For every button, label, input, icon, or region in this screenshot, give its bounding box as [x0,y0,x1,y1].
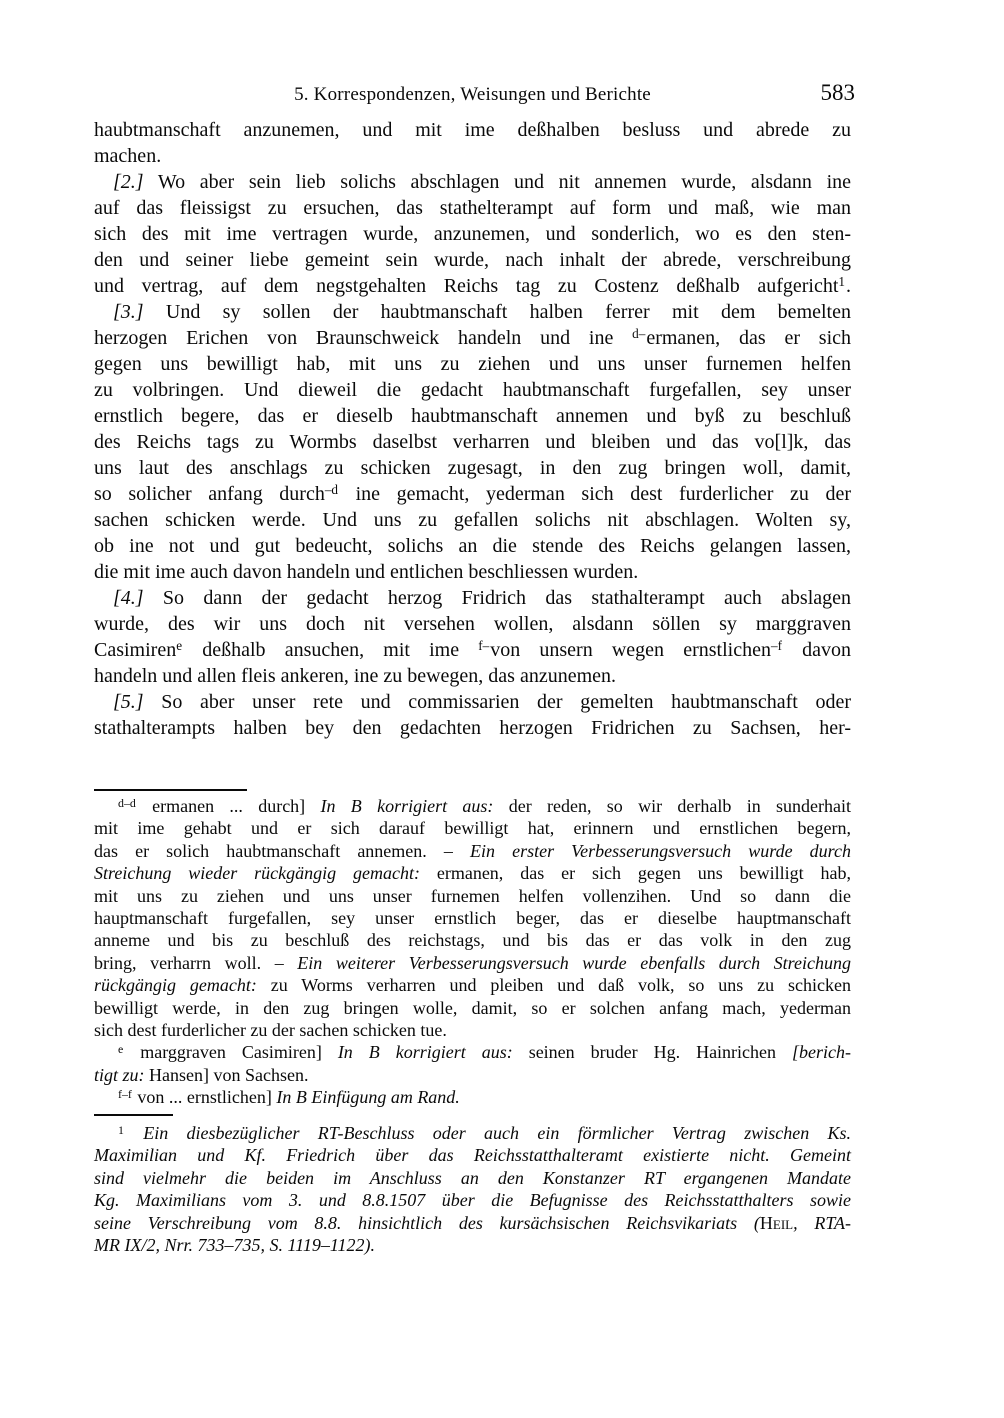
text-run: haubtmanschaft anzunemen, und mit ime deßhalben besluss und abrede zu [94,119,851,141]
text-run: von ... ernstlichen] [132,1087,277,1108]
text-line [94,795,851,817]
text-line [94,533,851,559]
text-run: , RTA- [793,1212,851,1233]
text-run: Heil [759,1212,794,1233]
text-run: Und sy sollen der haubtmanschaft halben ferrer mit dem bemelten [143,301,851,323]
text-line [94,351,851,377]
text-line [94,273,851,299]
text-run: [5.] [113,691,144,713]
paragraph [94,1086,851,1108]
text-line [94,885,851,907]
text-run: ermanen, das er sich gegen uns bewilligt hab, [419,863,852,884]
text-line [94,840,851,862]
text-run: ermanen, das er sich [646,327,851,349]
text-line [94,221,851,247]
text-run: Ein diesbezüglicher RT-Beschluss oder auch ein förmlicher Vertrag zwischen Ks. [143,1123,851,1143]
paragraph [94,299,851,585]
text-run: des Reichs tags zu Wormbs daselbst verharren und bleiben und das vo[l]k, das [94,431,851,453]
text-run: [4.] [113,587,144,609]
text-line [94,1144,851,1166]
text-run: bewilligt werde, in den zug bringen wolle, damit, so er solchen anfang mach, yederman [94,997,851,1018]
note-reference: e [176,638,183,654]
text-line [94,637,851,663]
text-run: sind vielmehr die beiden im Anschluss an den Konstanzer RT ergangenen Mandate [94,1167,851,1188]
text-line [94,585,851,611]
text-line [94,377,851,403]
text-run: gegen uns bewilligt hab, mit uns zu ziehen und uns unser furnemen helfen [94,353,851,375]
body-text [94,117,851,741]
paragraph [94,1041,851,1086]
text-run: MR IX/2, Nrr. 733–735, S. 1119–1122). [94,1235,375,1256]
text-run: ermanen ... durch] [136,796,321,816]
text-line [94,907,851,929]
note-reference: d–d [118,795,136,810]
critical-apparatus [94,795,851,1109]
text-run: rückgängig gemacht: [94,975,257,996]
text-run: seinen bruder Hg. Hainrichen [512,1042,793,1063]
footnote-separator-rule [94,1114,173,1116]
note-reference: –f [770,638,782,654]
text-run: herzogen Erichen von Braunschweick handeln und ine [94,327,633,349]
text-run: Maximilian und Kf. Friedrich über das Reichsstatthalteramt existierte nicht. Gemeint [94,1145,851,1166]
text-run: deßhalb ansuchen, mit ime [183,639,479,661]
text-run: die mit ime auch davon handeln und entlichen beschliessen wurden. [94,561,639,583]
text-run: zu Worms verharren und pleiben und daß volk, so uns zu schicken [256,975,851,996]
text-run: ernstlich begere, das er dieselb haubtmanschaft annemen und byß zu beschluß [94,405,851,427]
text-line [94,325,851,351]
text-run: davon [782,639,851,661]
text-run: mit ime gehabt und er sich darauf bewilligt hat, erinnern und ernstlichen begern, [94,818,851,839]
text-run: marggraven Casimiren] [124,1042,338,1063]
note-reference: –d [324,482,339,498]
text-line [94,929,851,951]
text-run: wurde, des wir uns doch nit versehen wollen, alsdann söllen sy marggraven [94,613,851,635]
text-run: seine Verschreibung vom 8.8. hinsichtlich des kursächsischen Reichsvikariats ( [94,1212,760,1233]
text-line [94,117,851,143]
text-run: den und seiner liebe gemeint sein wurde, nach inhalt der abrede, verschreibung [94,249,851,271]
text-run: [berich- [792,1042,851,1063]
text-run: sachen schicken werde. Und uns zu gefallen solichs nit abschlagen. Wolten sy, [94,509,851,531]
text-line [94,455,851,481]
note-reference: e [118,1042,124,1057]
text-run: So dann der gedacht herzog Fridrich das stathalterampt auch abslagen [143,587,851,609]
page-number: 583 [820,80,855,105]
text-line [94,507,851,533]
note-reference: f– [478,638,490,654]
text-run: auf das fleissigst zu ersuchen, das stathelterampt auf form und maß, wie man [94,197,851,219]
text-run: und vertrag, auf dem negstgehalten Reichs tag zu Costenz deßhalb aufgericht [94,275,839,297]
text-line [94,195,851,221]
text-run: anneme und bis zu beschluß des reichstags, und bis das er das volk in den zug [94,930,851,951]
text-run: [2.] [113,171,144,193]
text-run: hauptmanschaft furgefallen, sey unser ernstlich beger, das er dieselbe hauptmanschaft [94,908,851,929]
page-header [94,80,855,110]
text-run: In B korrigiert aus: [320,796,494,816]
text-line [94,1167,851,1189]
text-run: das er solich haubtmanschaft annemen. – [94,840,470,861]
text-line [94,1041,851,1063]
text-line [94,1234,851,1256]
apparatus-separator-rule [94,789,247,791]
note-reference: d– [632,326,646,342]
paragraph [94,795,851,1041]
paragraph [94,585,851,689]
paragraph [94,689,851,741]
paragraph [94,117,851,169]
text-line [94,1212,851,1234]
text-line [94,429,851,455]
text-line [94,403,851,429]
text-run: sich dest furderlicher zu der sachen schicken tue. [94,1020,447,1041]
note-reference: f–f [118,1087,132,1102]
text-run: handeln und allen fleis ankeren, ine zu bewegen, das anzunemen. [94,665,617,687]
text-line [94,1086,851,1108]
text-run: von unsern wegen ernstlichen [490,639,771,661]
paragraph [94,1122,851,1256]
text-line [94,689,851,715]
text-run: stathalterampts halben bey den gedachten herzogen Fridrichen zu Sachsen, her- [94,717,851,739]
text-line [94,1122,851,1144]
text-line [94,817,851,839]
text-run: mit uns zu ziehen und uns unser furnemen helfen vollenzihen. Und so dann die [94,885,851,906]
paragraph [94,169,851,299]
text-run: [3.] [113,301,144,323]
note-reference: 1 [118,1122,124,1137]
text-line [94,974,851,996]
text-line [94,247,851,273]
text-line [94,481,851,507]
text-run: ob ine not und gut bedeucht, solichs an die stende des Reichs gelangen lassen, [94,535,851,557]
text-run: ine gemacht, yederman sich dest furderlicher zu der [339,483,852,505]
text-run: In B Einfügung am Rand. [276,1087,460,1108]
text-line [94,559,851,585]
text-run: Hansen] von Sachsen. [144,1064,309,1085]
text-line [94,663,851,689]
text-run: Casimiren [94,639,177,661]
text-run: der reden, so wir derhalb in sunderhait [493,796,851,816]
text-run: Wo aber sein lieb solichs abschlagen und nit annemen wurde, alsdann ine [143,171,851,193]
text-run: Ein erster Verbesserungsversuch wurde durch [469,840,851,861]
text-run: sich des mit ime vertragen wurde, anzunemen, und sonderlich, wo es den sten- [94,223,851,245]
text-line [94,997,851,1019]
text-run: uns laut des anschlags zu schicken zugesagt, in den zug bringen woll, damit, [94,457,851,479]
text-line [94,143,851,169]
text-line [94,862,851,884]
text-line [94,1064,851,1086]
text-run: tigt zu: [94,1064,145,1085]
text-run: . [846,275,851,297]
note-reference: 1 [838,274,845,290]
text-run: Ein weiterer Verbesserungsversuch wurde ebenfalls durch Streichung [297,952,851,973]
text-run: bring, verharrn woll. – [94,952,298,973]
running-header-title: 5. Korrespondenzen, Weisungen und Berichte [294,84,651,105]
text-line [94,169,851,195]
footnote-section [94,1122,851,1256]
text-line [94,1189,851,1211]
text-run: zu volbringen. Und dieweil die gedacht haubtmanschaft furgefallen, sey unser [94,379,851,401]
text-line [94,611,851,637]
text-run [125,1123,143,1143]
text-run: So aber unser rete und commissarien der gemelten haubtmanschaft oder [143,691,851,713]
text-line [94,299,851,325]
text-line [94,952,851,974]
text-run: machen. [94,145,162,167]
text-run: In B korrigiert aus: [337,1042,513,1063]
text-run: so solicher anfang durch [94,483,325,505]
text-line [94,1019,851,1041]
text-line [94,715,851,741]
text-run: Kg. Maximilians vom 3. und 8.8.1507 über die Befugnisse des Reichsstatthalters sowie [94,1190,851,1211]
text-run: Streichung wieder rückgängig gemacht: [94,863,420,884]
